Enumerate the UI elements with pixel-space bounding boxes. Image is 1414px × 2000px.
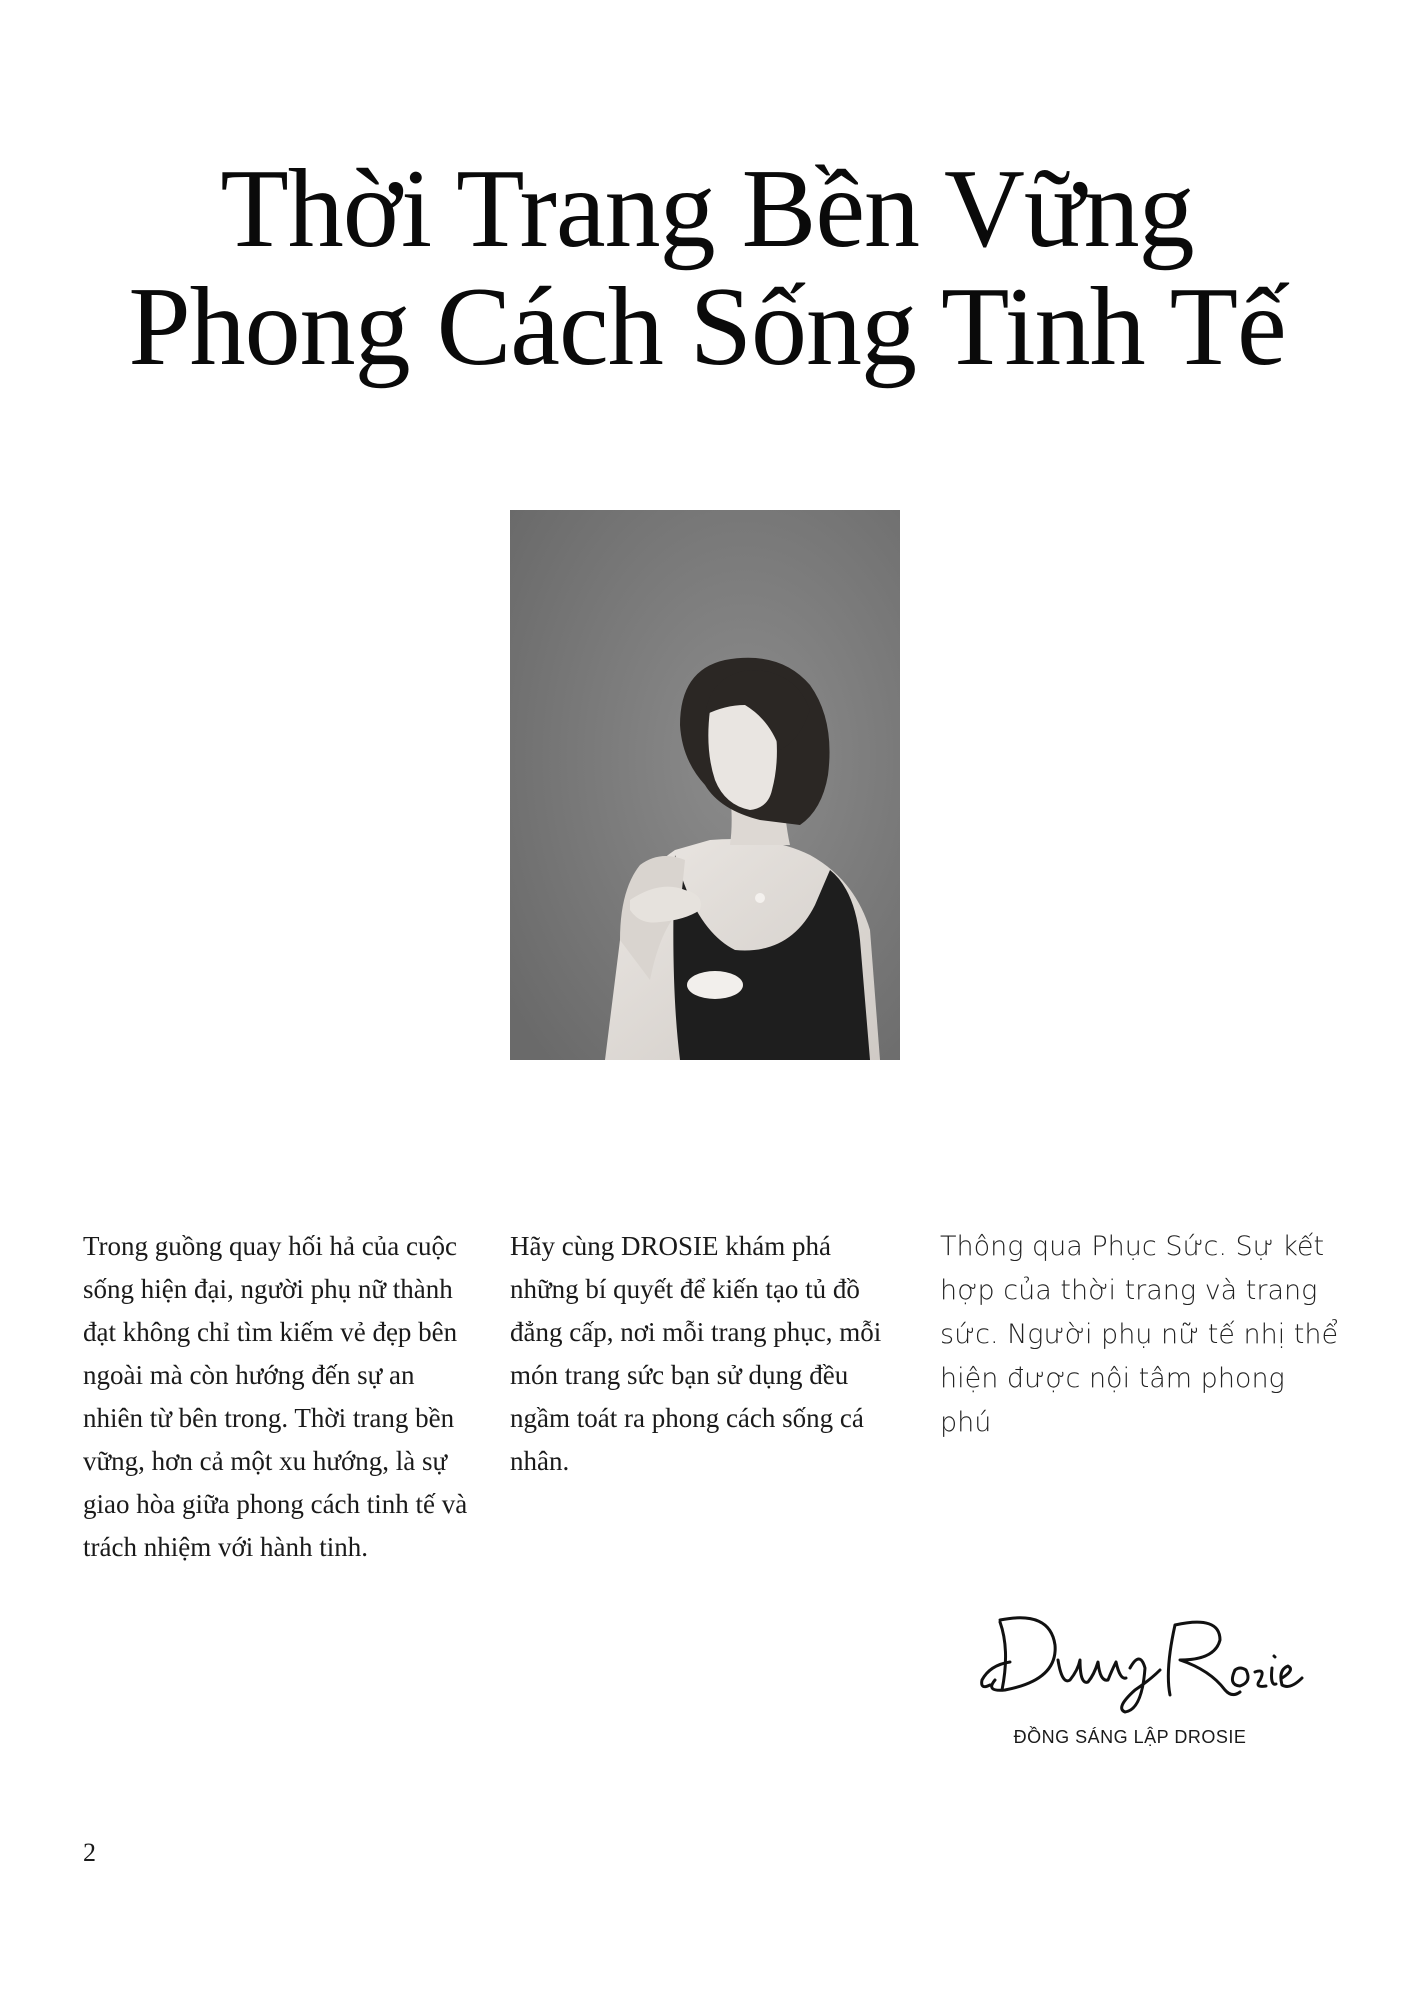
page-number: 2 [83,1838,96,1867]
page-title [0,147,1414,389]
signature-role: ĐỒNG SÁNG LẬP DROSIE [1013,1727,1247,1747]
page-title-line-1: Thời Trang Bền Vững [220,147,1194,271]
signature [970,1590,1310,1720]
intro-paragraph-2: Hãy cùng DROSIE khám phá những bí quyết để kiến tạo tủ đồ đẳng cấp, nơi mỗi trang phục, mỗi món trang sức bạn sử dụng đều ngầm toát ra phong cách sống cá nhân. [510,1231,882,1476]
portrait-photo-icon [510,510,900,1060]
portrait-photo [510,510,900,1060]
page-title-line-2: Phong Cách Sống Tinh Tế [128,265,1286,389]
intro-paragraph-1: Trong guồng quay hối hả của cuộc sống hiện đại, người phụ nữ thành đạt không chỉ tìm kiếm vẻ đẹp bên ngoài mà còn hướng đến sự an nhiên từ bên trong. Thời trang bền vững, hơn cả một xu hướng, là sự giao hòa giữa phong cách tinh tế và trách nhiệm với hành tinh. [83,1231,468,1562]
intro-paragraph-3: Thông qua Phục Sức. Sự kết hợp của thời trang và trang sức. Người phụ nữ tế nhị thể hiện được nội tâm phong phú [940,1231,1339,1438]
signature-icon [970,1590,1310,1720]
